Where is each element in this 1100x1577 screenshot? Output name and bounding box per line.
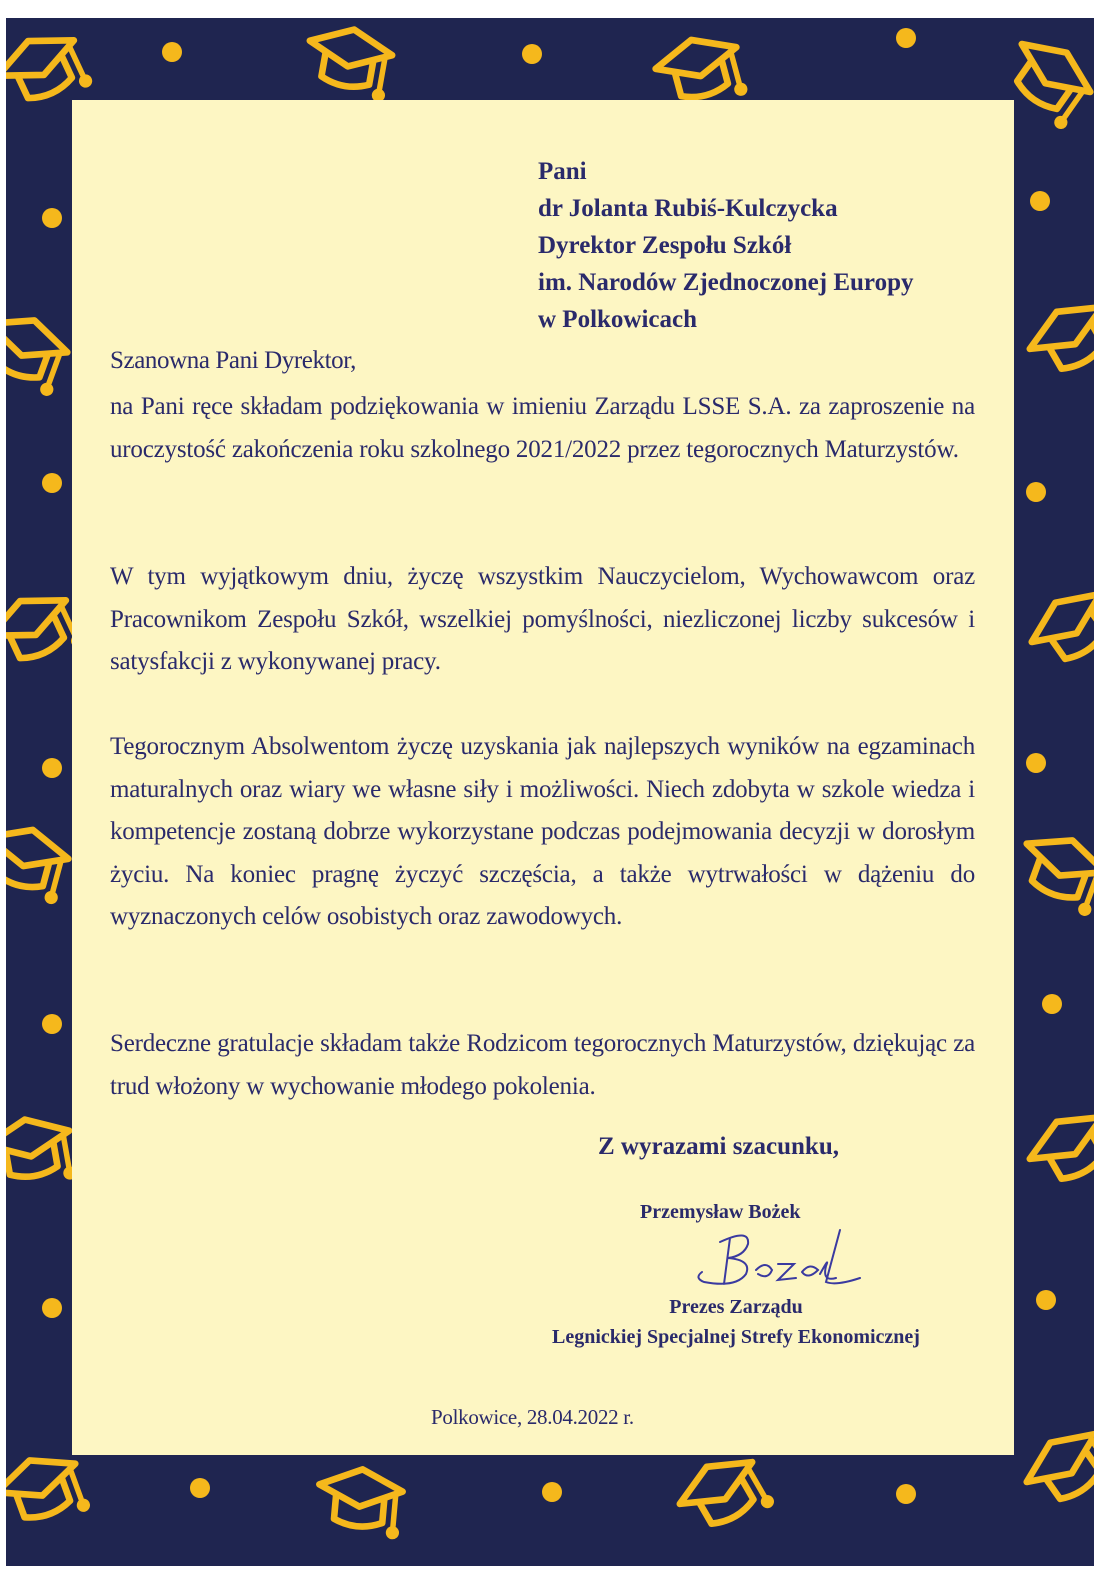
- signer-role-line: Legnickiej Specjalnej Strefy Ekonomicznej: [552, 1326, 920, 1348]
- signer-role: [486, 1292, 986, 1352]
- addressee-line: im. Narodów Zjednoczonej Europy: [538, 269, 914, 296]
- letter-paragraph: Serdeczne gratulacje składam także Rodzicom tegorocznych Maturzystów, dziękując za trud włożony w wychowanie młodego pokolenia.: [110, 1030, 975, 1100]
- graduation-cap-icon: [1020, 1101, 1094, 1201]
- graduation-cap-icon: [1016, 1419, 1094, 1522]
- graduation-cap-icon: [6, 306, 74, 398]
- graduation-cap-icon: [6, 1112, 78, 1193]
- addressee-line: Dyrektor Zespołu Szkół: [538, 232, 792, 259]
- graduation-cap-icon: [301, 22, 395, 103]
- addressee-line: dr Jolanta Rubiś-Kulczycka: [538, 195, 838, 222]
- letter-paragraph: Tegorocznym Absolwentom życzę uzyskania jak najlepszych wyników na egzaminach maturalnych oraz wiary we własne siły i możliwości. Niech zdobyta w szkole wiedza i kompetencje zostaną dobrze wykorzystane podczas podejmowania decyzji w dorosłym życiu. Na koniec pragnę życzyć szczęścia, a także wytrwałości w dążeniu do wyznaczonych celów osobistych oraz zawodowych.: [110, 733, 975, 930]
- addressee-line: Pani: [538, 158, 587, 185]
- graduation-cap-icon: [6, 819, 73, 905]
- salutation: Szanowna Pani Dyrektor,: [110, 347, 356, 374]
- letter-paragraph: W tym wyjątkowym dniu, życzę wszystkim Nauczycielom, Wychowawcom oraz Pracownikom Zespołu Szkół, wszelkiej pomyślności, niezliczonej liczby sukcesów i satysfakcji z wykonywanej pracy.: [110, 563, 975, 675]
- graduation-cap-icon: [6, 1446, 92, 1538]
- addressee-line: w Polkowicach: [538, 306, 698, 333]
- graduation-cap-icon: [1021, 579, 1094, 682]
- signer-role-line: Prezes Zarządu: [669, 1296, 803, 1318]
- addressee-block: [538, 153, 913, 338]
- graduation-cap-icon: [315, 1466, 404, 1540]
- letter-paragraph: na Pani ręce składam podziękowania w imieniu Zarządu LSSE S.A. za zaproszenie na uroczystość zakończenia roku szkolnego 2021/2022 przez tegorocznych Maturzystów.: [110, 393, 975, 463]
- graduation-cap-icon: [1010, 826, 1094, 918]
- place-date: Polkowice, 28.04.2022 r.: [431, 1405, 634, 1429]
- handwritten-signature: [690, 1226, 870, 1292]
- graduation-cap-icon: [670, 1446, 776, 1546]
- closing-phrase: Z wyrazami szacunku,: [598, 1133, 839, 1160]
- graduation-cap-icon: [1020, 291, 1094, 391]
- signer-name: Przemysław Bożek: [640, 1201, 801, 1223]
